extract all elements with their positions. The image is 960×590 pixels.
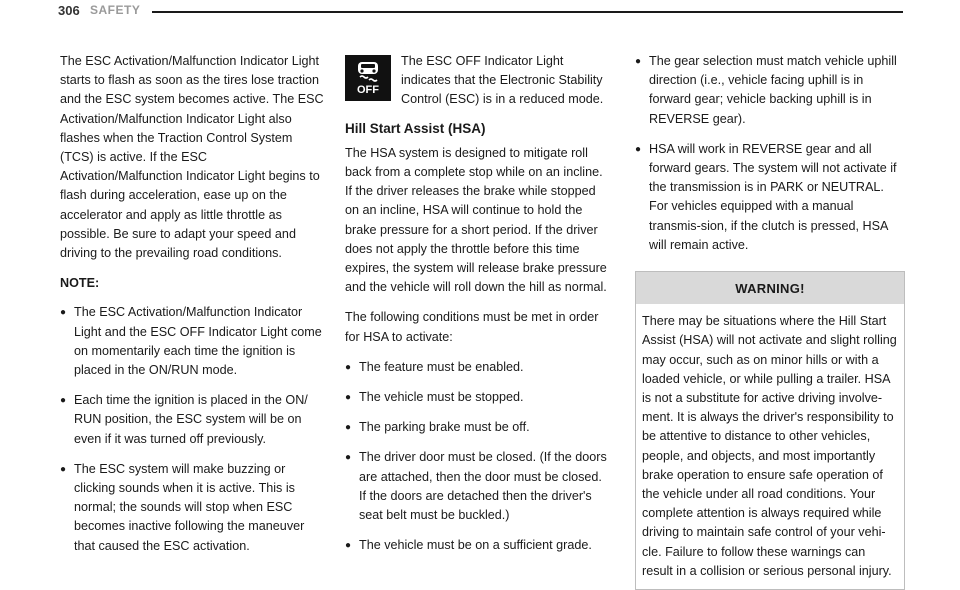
column-2 [345, 52, 612, 566]
note-list [60, 303, 326, 555]
column-3 [635, 52, 903, 590]
skidding-car-icon [353, 60, 383, 84]
column-1 [60, 52, 326, 567]
bullet-icon: ● [345, 452, 352, 464]
list-item: ● The vehicle must be on a sufficient grade. [345, 536, 612, 555]
list-item: ● The ESC Activation/Malfunction Indicator Light and the ESC OFF Indicator Light come on momentarily each time the ignition is placed in the ON/RUN mode. [60, 305, 322, 378]
page-number: 306 [58, 3, 80, 18]
hsa-paragraph: The HSA system is designed to mitigate roll back from a complete stop while on an incline. If the driver releases the brake while stopped on an incline, HSA will continue to hold the brake pressure for a short period. If the driver does not apply the throttle before this time expires, the system will release brake pressure and the vehicle will roll down the hill as normal. [345, 145, 607, 295]
warning-text: There may be situations where the Hill Start Assist (HSA) will not activate and slight rolling may occur, such as on minor hills or with a loaded vehicle, or while pulling a trailer. HSA is not a substitute for active driving involve-ment. It is always the driver's responsibility to be attentive to distance to other vehicles, people, and objects, and most importantly brake operation to ensure safe operation of the vehicle under all road conditions. Your complete attention is always required while driving to maintain safe control of your vehi-cle. Failure to follow these warnings can result in a collision or serious personal injury. [642, 314, 897, 578]
bullet-icon: ● [60, 395, 67, 407]
list-item: ● The ESC system will make buzzing or clicking sounds when it is active. This is normal; the sounds will stop when ESC becomes inactive following the maneuver that caused the ESC activation. [60, 461, 305, 553]
list-item: ● The driver door must be closed. (If the doors are attached, then the door must be closed. If the doors are detached then the driver's seat belt must be buckled.) [345, 450, 607, 523]
bullet-icon: ● [635, 56, 642, 67]
hsa-conditions-intro: The following conditions must be met in order for HSA to activate: [345, 310, 599, 344]
page-header [58, 0, 903, 22]
hsa-heading: Hill Start Assist (HSA) [345, 120, 486, 136]
esc-off-block [345, 52, 612, 110]
esc-off-description: The ESC OFF Indicator Light indicates that the Electronic Stability Control (ESC) is in a reduced mode. [401, 54, 604, 107]
bullet-icon: ● [345, 422, 352, 434]
bullet-icon: ● [60, 463, 67, 475]
section-title: SAFETY [90, 3, 141, 17]
list-item: ● HSA will work in REVERSE gear and all forward gears. The system will not activate if the transmission is in PARK or NEUTRAL. For vehicles equipped with a manual transmis-sion, if the clutch is pressed, HSA will remain active. [635, 141, 897, 252]
warning-title: WARNING! [636, 272, 904, 304]
hsa-conditions-list-continued [635, 52, 903, 255]
note-label: NOTE: [60, 276, 100, 291]
list-item: ● The feature must be enabled. [345, 358, 612, 377]
bullet-icon: ● [635, 143, 642, 155]
warning-box [635, 271, 905, 590]
list-item: ● Each time the ignition is placed in the ON/ RUN position, the ESC system will be on even if it was turned off previously. [60, 393, 308, 446]
list-item: ● The gear selection must match vehicle uphill direction (i.e., vehicle facing uphill is in forward gear; vehicle backing uphill is in REVERSE gear). [635, 54, 897, 126]
hsa-conditions-list [345, 358, 612, 556]
bullet-icon: ● [345, 392, 352, 404]
esc-off-indicator-icon [345, 55, 391, 101]
header-rule [152, 11, 903, 13]
bullet-icon: ● [60, 307, 67, 319]
esc-activation-paragraph: The ESC Activation/Malfunction Indicator Light starts to flash as soon as the tires lose traction and the ESC system becomes active. The ESC Activation/Malfunction Indicator Light also flashes when the Traction Control System (TCS) is active. If the ESC Activation/Malfunction Indicator Light begins to flash during acceleration, ease up on the accelerator and apply as little throttle as possible. Be sure to adapt your speed and driving to the prevailing road conditions. [60, 54, 324, 261]
bullet-icon: ● [345, 540, 352, 552]
esc-off-icon-label: OFF [357, 84, 379, 96]
list-item: ● The vehicle must be stopped. [345, 388, 612, 407]
bullet-icon: ● [345, 361, 352, 373]
list-item: ● The parking brake must be off. [345, 418, 612, 437]
